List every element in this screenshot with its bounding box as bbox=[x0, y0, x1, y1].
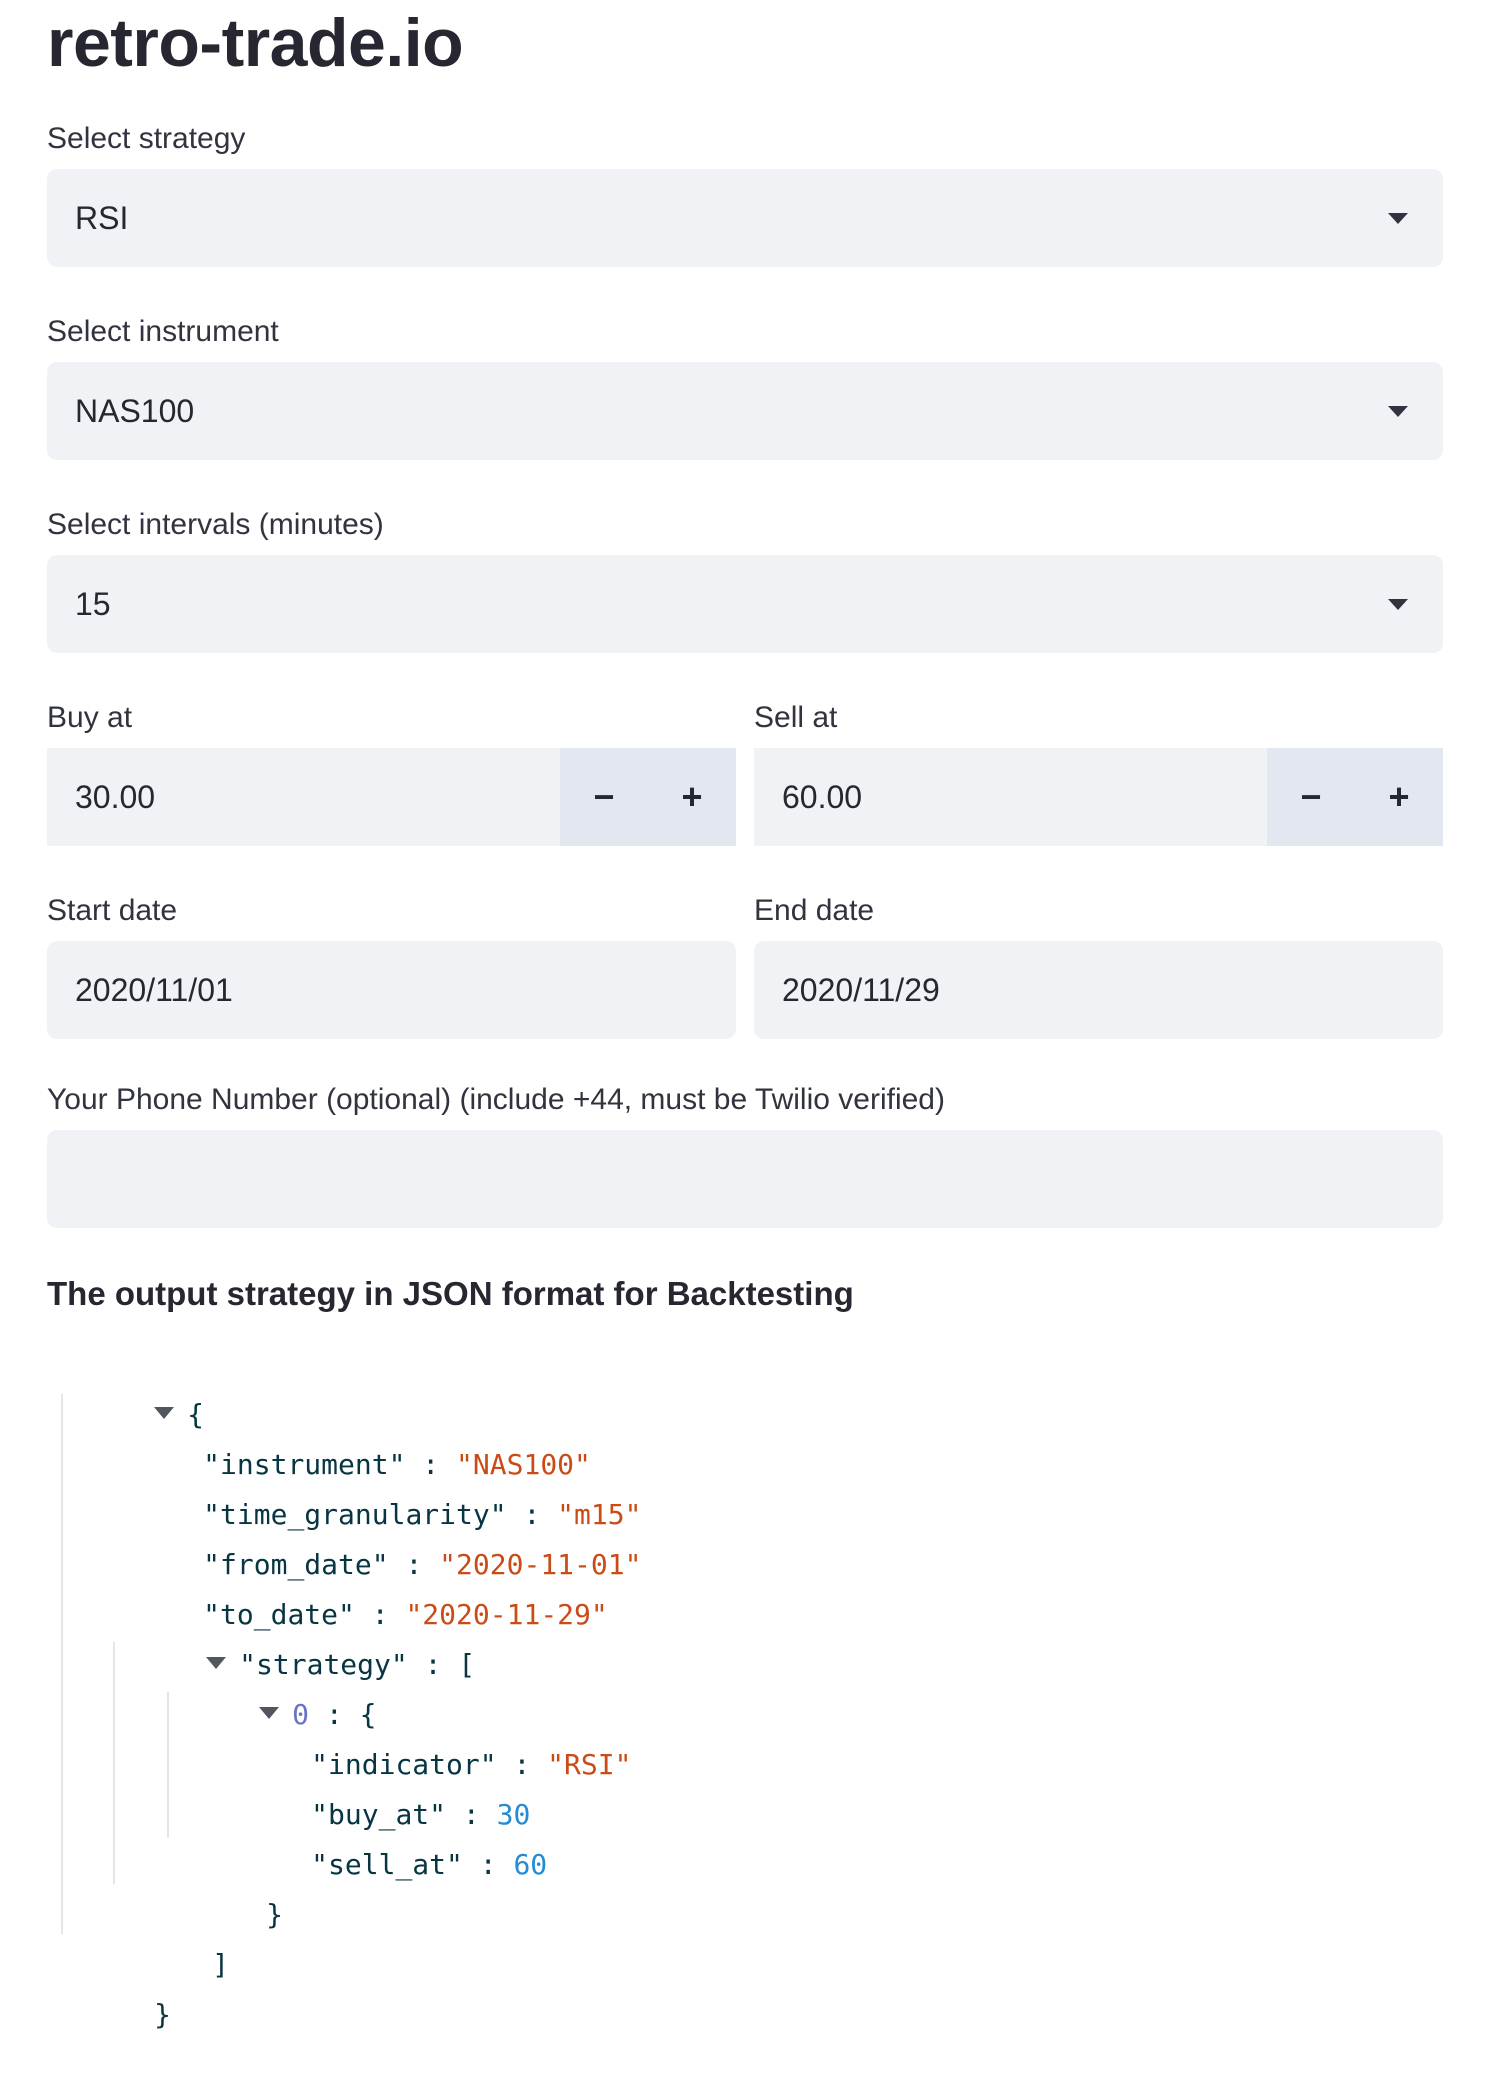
json-row: "sell_at" : 60 bbox=[311, 1848, 548, 1881]
indent-guide bbox=[167, 1692, 169, 1838]
json-row: "buy_at" : 30 bbox=[311, 1798, 531, 1831]
json-row: } bbox=[266, 1898, 284, 1931]
sell-at-decrement-button[interactable]: − bbox=[1300, 776, 1322, 817]
caret-down-icon bbox=[1388, 406, 1408, 417]
phone-field bbox=[47, 1130, 1443, 1228]
caret-down-icon bbox=[1388, 213, 1408, 224]
start-date-input[interactable] bbox=[47, 972, 736, 1009]
json-row: } bbox=[154, 1998, 172, 2031]
phone-label: Your Phone Number (optional) (include +44, must be Twilio verified) bbox=[47, 1083, 945, 1116]
intervals-select[interactable] bbox=[47, 555, 1443, 653]
buy-at-input[interactable] bbox=[47, 779, 560, 816]
json-row: "from_date" : "2020-11-01" bbox=[203, 1548, 642, 1581]
sell-at-input[interactable] bbox=[754, 779, 1267, 816]
caret-down-icon bbox=[1388, 599, 1408, 610]
instrument-select[interactable] bbox=[47, 362, 1443, 460]
end-date-field bbox=[754, 941, 1443, 1039]
indent-guide bbox=[61, 1394, 63, 1934]
buy-at-number-input bbox=[47, 748, 736, 846]
phone-input[interactable] bbox=[47, 1161, 1443, 1198]
collapse-triangle-icon[interactable] bbox=[154, 1407, 174, 1419]
page-title: retro-trade.io bbox=[47, 5, 464, 81]
buy-at-increment-button[interactable]: + bbox=[681, 776, 703, 817]
output-heading: The output strategy in JSON format for Backtesting bbox=[47, 1275, 854, 1312]
json-row: "to_date" : "2020-11-29" bbox=[203, 1598, 608, 1631]
instrument-label: Select instrument bbox=[47, 315, 279, 348]
sell-at-increment-button[interactable]: + bbox=[1388, 776, 1410, 817]
intervals-label: Select intervals (minutes) bbox=[47, 508, 384, 541]
buy-at-label: Buy at bbox=[47, 701, 133, 734]
sell-at-label: Sell at bbox=[754, 701, 838, 734]
json-row: "instrument" : "NAS100" bbox=[203, 1448, 591, 1481]
instrument-selected-value: NAS100 bbox=[75, 392, 195, 429]
json-row: "strategy" : [ bbox=[47, 1590, 1443, 1640]
end-date-input[interactable] bbox=[754, 972, 1443, 1009]
json-row: { bbox=[47, 1340, 1443, 1390]
strategy-selected-value: RSI bbox=[75, 199, 129, 236]
intervals-selected-value: 15 bbox=[75, 585, 111, 622]
indent-guide bbox=[113, 1642, 115, 1884]
start-date-field bbox=[47, 941, 736, 1039]
strategy-label: Select strategy bbox=[47, 122, 246, 155]
json-row: "time_granularity" : "m15" bbox=[203, 1498, 642, 1531]
sell-at-number-input bbox=[754, 748, 1443, 846]
collapse-triangle-icon[interactable] bbox=[206, 1657, 226, 1669]
start-date-label: Start date bbox=[47, 894, 178, 927]
buy-at-decrement-button[interactable]: − bbox=[593, 776, 615, 817]
json-row: ] bbox=[212, 1948, 230, 1981]
strategy-select[interactable] bbox=[47, 169, 1443, 267]
collapse-triangle-icon[interactable] bbox=[259, 1707, 279, 1719]
json-output-viewer bbox=[47, 1340, 1443, 2031]
end-date-label: End date bbox=[754, 894, 875, 927]
json-row: 0 : { bbox=[47, 1640, 1443, 1690]
json-row: "indicator" : "RSI" bbox=[311, 1748, 632, 1781]
